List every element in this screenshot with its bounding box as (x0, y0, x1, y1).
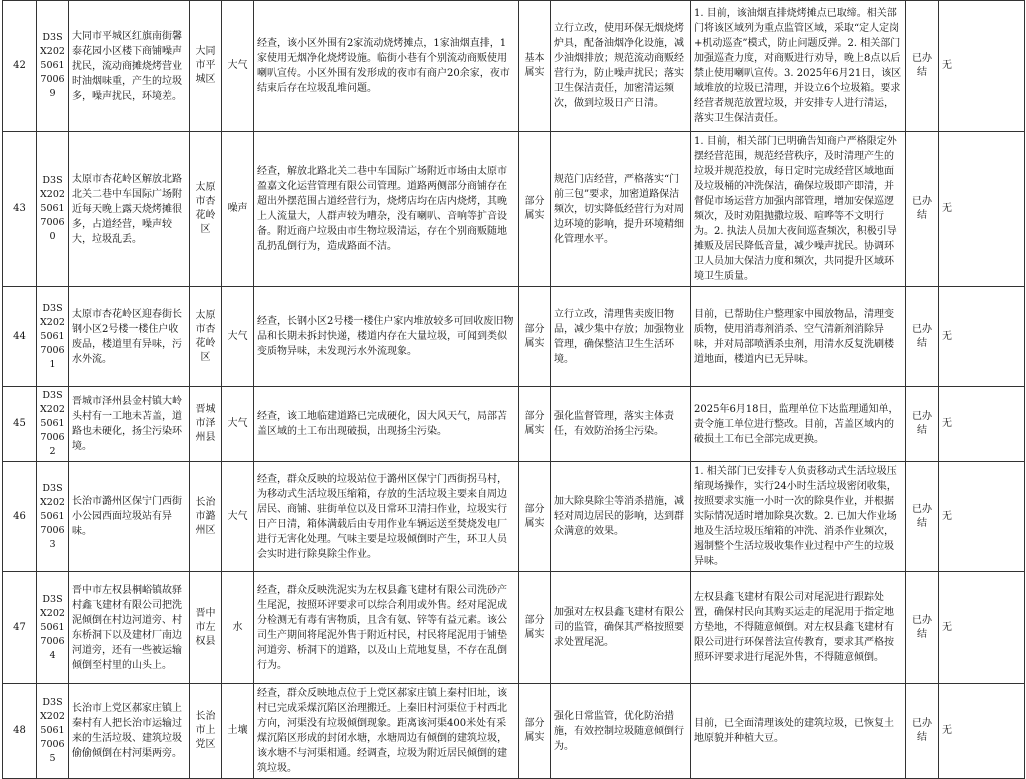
accountability-cell: 无 (939, 1, 1025, 132)
district-cell: 长治市潞州区 (190, 462, 222, 572)
complaint-code-cell: D3SX202506170061 (37, 287, 69, 387)
completion-status-cell: 已办结 (906, 287, 939, 387)
complaint-code-cell: D3SX202506170065 (37, 684, 69, 779)
complaint-content-cell: 大同市平城区红旗南街馨泰花园小区楼下商铺噪声扰民，流动商摊烧烤营业时油烟味重，产生的垃圾多，噪声扰民，环境差。 (69, 1, 190, 132)
pollution-type-cell: 大气 (222, 287, 254, 387)
rectification-status-cell: 1. 目前，相关部门已明确告知商户严格限定外摆经营范围，规范经营秩序，及时清理产生的垃圾并规范投放，每日定时完成经营区域地面及垃圾桶的冲洗保洁，确保垃圾即产即清，并督促市场运营方加强内部管理，增加安保巡逻频次，及时劝阻抛撒垃圾、喧哗等不文明行为。2. 执法人员加大夜间巡查频次，积极引导摊贩及居民降低音量，减少噪声扰民。协调环卫人员加大保洁力度和频次，共同提升区域环境卫生质量。 (691, 132, 906, 287)
investigation-result-cell: 经查，长钢小区2号楼一楼住户家内堆放较多可回收废旧物品和长期未拆封快递，楼道内存在大量垃圾，可闻到类似变质物异味，未发现污水外流现象。 (254, 287, 519, 387)
complaint-content-cell: 晋中市左权县桐峪镇故驿村鑫飞建材有限公司把洗泥倾倒在村边河道旁、村东桥洞下以及建材厂南边河道旁，还有一些被运输倾倒至村里的山头上。 (69, 572, 190, 684)
row-number-cell: 44 (3, 287, 37, 387)
investigation-result-cell: 经查，群众反映地点位于上党区郝家庄镇上秦村旧址，该村已完成采煤沉陷区治理搬迁。上秦旧村河渠位于村西北方向，河渠没有垃圾倾倒现象。距离该河渠400米处有采煤沉陷区形成的封闭水塘，水塘周边有倾倒的建筑垃圾，该水塘不与河渠相通。经调查，垃圾为附近居民倾倒的建筑垃圾。 (254, 684, 519, 779)
table-row (3, 1, 1025, 132)
pollution-type-cell: 土壤 (222, 684, 254, 779)
district-cell: 太原市杏花岭区 (190, 132, 222, 287)
accountability-cell: 无 (939, 572, 1025, 684)
complaint-table (2, 0, 1025, 779)
verdict-cell: 部分属实 (519, 387, 551, 462)
rectification-status-cell: 1. 相关部门已安排专人负责移动式生活垃圾压缩现场操作，实行24小时生活垃圾密闭收集，按照要求实施一小时一次的除臭作业，并根据实际情况适时增加除臭次数。2. 已加大作业场地及生活垃圾压缩箱的冲洗、消杀作业频次，遏制整个生活垃圾收集作业过程中产生的垃圾异味。 (691, 462, 906, 572)
complaint-code-cell: D3SX202506170069 (37, 1, 69, 132)
district-cell: 晋中市左权县 (190, 572, 222, 684)
verdict-cell: 部分属实 (519, 132, 551, 287)
complaint-code-cell: D3SX202506170060 (37, 132, 69, 287)
accountability-cell: 无 (939, 387, 1025, 462)
row-number-cell: 42 (3, 1, 37, 132)
district-cell: 大同市平城区 (190, 1, 222, 132)
table-row (3, 132, 1025, 287)
complaint-code-cell: D3SX202506170063 (37, 462, 69, 572)
pollution-type-cell: 水 (222, 572, 254, 684)
completion-status-cell: 已办结 (906, 132, 939, 287)
rectification-demand-cell: 加强对左权县鑫飞建材有限公司的监管，确保其严格按照要求处置尾泥。 (551, 572, 691, 684)
accountability-cell: 无 (939, 684, 1025, 779)
row-number-cell: 45 (3, 387, 37, 462)
row-number-cell: 47 (3, 572, 37, 684)
verdict-cell: 基本属实 (519, 1, 551, 132)
completion-status-cell: 已办结 (906, 1, 939, 132)
accountability-cell: 无 (939, 287, 1025, 387)
verdict-cell: 部分属实 (519, 572, 551, 684)
rectification-demand-cell: 强化监督管理，落实主体责任，有效防治扬尘污染。 (551, 387, 691, 462)
investigation-result-cell: 经查，群众反映洗泥实为左权县鑫飞建材有限公司洗砂产生尾泥，按照环评要求可以综合利用或外售。经对尾泥成分检测无有毒有害物质，且含有氨、锌等有益元素。该公司生产期间将尾泥外售于附近村民，村民将尾泥用于铺垫河道旁、桥洞下的道路，以及山上荒地复垦，不存在乱倒行为。 (254, 572, 519, 684)
row-number-cell: 48 (3, 684, 37, 779)
verdict-cell: 部分属实 (519, 287, 551, 387)
rectification-status-cell: 1. 目前，该油烟直排烧烤摊点已取缔。相关部门将该区域列为重点监管区域，采取“定人定岗+机动巡查”模式，防止问题反弹。2. 相关部门加强巡查力度，对商贩进行劝导，晚上8点以后禁止使用喇叭宣传。3. 2025年6月21日，该区域堆放的垃圾已清理，并设立6个垃圾箱。要求经营者规范放置垃圾，并安排专人进行清运，落实卫生保洁责任。 (691, 1, 906, 132)
rectification-status-cell: 2025年6月18日，监理单位下达监理通知单，责令施工单位进行整改。目前，苫盖区域内的破损土工布已全部完成更换。 (691, 387, 906, 462)
rectification-demand-cell: 立行立改，清理售卖废旧物品，减少集中存放；加强物业管理，确保整洁卫生生活环境。 (551, 287, 691, 387)
complaint-content-cell: 太原市杏花岭区解放北路北关二巷中车国际广场附近每天晚上露天烧烤摊很多，占道经营，噪声较大，垃圾乱丢。 (69, 132, 190, 287)
completion-status-cell: 已办结 (906, 462, 939, 572)
row-number-cell: 46 (3, 462, 37, 572)
complaint-content-cell: 长治市上党区郝家庄镇上秦村有人把长治市运输过来的生活垃圾、建筑垃圾偷偷倾倒在村河渠两旁。 (69, 684, 190, 779)
pollution-type-cell: 噪声 (222, 132, 254, 287)
completion-status-cell: 已办结 (906, 387, 939, 462)
district-cell: 太原市杏花岭区 (190, 287, 222, 387)
table-row (3, 572, 1025, 684)
pollution-type-cell: 大气 (222, 1, 254, 132)
investigation-result-cell: 经查，该工地临建道路已完成硬化，因大风天气，局部苫盖区域的土工布出现破损，出现扬尘污染。 (254, 387, 519, 462)
rectification-demand-cell: 强化日常监管，优化防治措施，有效控制垃圾随意倾倒行为。 (551, 684, 691, 779)
completion-status-cell: 已办结 (906, 684, 939, 779)
rectification-demand-cell: 立行立改，使用环保无烟烧烤炉具，配备油烟净化设施，减少油烟排放；规范流动商贩经营行为，防止噪声扰民；落实卫生保洁责任，加密清运频次，做到垃圾日产日清。 (551, 1, 691, 132)
complaint-content-cell: 晋城市泽州县金村镇大岭头村有一工地未苫盖，道路也未硬化，扬尘污染环境。 (69, 387, 190, 462)
complaint-code-cell: D3SX202506170064 (37, 572, 69, 684)
district-cell: 晋城市泽州县 (190, 387, 222, 462)
rectification-status-cell: 目前，已全面清理该处的建筑垃圾，已恢复土地原貌并种植大豆。 (691, 684, 906, 779)
table-row (3, 387, 1025, 462)
rectification-demand-cell: 加大除臭除尘等消杀措施，减轻对周边居民的影响，达到群众满意的效果。 (551, 462, 691, 572)
complaint-content-cell: 太原市杏花岭区迎春街长钢小区2号楼一楼住户收废品，楼道里有异味，污水外流。 (69, 287, 190, 387)
verdict-cell: 部分属实 (519, 684, 551, 779)
completion-status-cell: 已办结 (906, 572, 939, 684)
accountability-cell: 无 (939, 132, 1025, 287)
rectification-status-cell: 左权县鑫飞建材有限公司对尾泥进行跟踪处置，确保村民向其购买运走的尾泥用于指定地方垫地，不得随意倾倒。对左权县鑫飞建材有限公司进行环保普法宣传教育，要求其严格按照环评要求进行尾泥外售，不得随意倾倒。 (691, 572, 906, 684)
pollution-type-cell: 大气 (222, 462, 254, 572)
complaint-content-cell: 长治市潞州区保宁门西街小公园西面垃圾站有异味。 (69, 462, 190, 572)
investigation-result-cell: 经查，群众反映的垃圾站位于潞州区保宁门西街拐马村，为移动式生活垃圾压缩箱，存放的生活垃圾主要来自周边居民、商铺、驻街单位以及日常环卫清扫作业，垃圾实行日产日清，箱体满载后由专用作业车辆运送至焚烧发电厂进行无害化处理。气味主要是垃圾倾倒时产生，环卫人员会实时进行除臭除尘作业。 (254, 462, 519, 572)
row-number-cell: 43 (3, 132, 37, 287)
investigation-result-cell: 经查，该小区外围有2家流动烧烤摊点，1家油烟直排，1家使用无烟净化烧烤设施。临街小巷有个别流动商贩使用喇叭宣传。小区外围有发形成的夜市有商户20余家，夜市结束后存在垃圾乱堆问题。 (254, 1, 519, 132)
accountability-cell: 无 (939, 462, 1025, 572)
investigation-result-cell: 经查，解放北路北关二巷中车国际广场附近市场由太原市盈嘉文化运营管理有限公司管理。道路两侧部分商铺存在超出外摆范围占道经营行为，烧烤店均在店内烧烤，其晚上人流量大，人群声较为嘈杂，没有喇叭、音响等扩音设备。附近商户垃圾由市生物垃圾清运，存在个别商贩随地乱扔乱倒行为，造成路面不洁。 (254, 132, 519, 287)
rectification-status-cell: 目前，已帮助住户整理家中囤放物品，清理变质物，使用消毒剂消杀、空气清新剂消除异味，并对局部喷洒杀虫剂，用清水反复洗刷楼道地面，楼道内已无异味。 (691, 287, 906, 387)
table-row (3, 287, 1025, 387)
table-row (3, 462, 1025, 572)
table-row (3, 684, 1025, 779)
pollution-type-cell: 大气 (222, 387, 254, 462)
rectification-demand-cell: 规范门店经营，严格落实“门前三包”要求，加密道路保洁频次，切实降低经营行为对周边环境的影响，提升环境精细化管理水平。 (551, 132, 691, 287)
complaint-code-cell: D3SX202506170062 (37, 387, 69, 462)
verdict-cell: 部分属实 (519, 462, 551, 572)
district-cell: 长治市上党区 (190, 684, 222, 779)
